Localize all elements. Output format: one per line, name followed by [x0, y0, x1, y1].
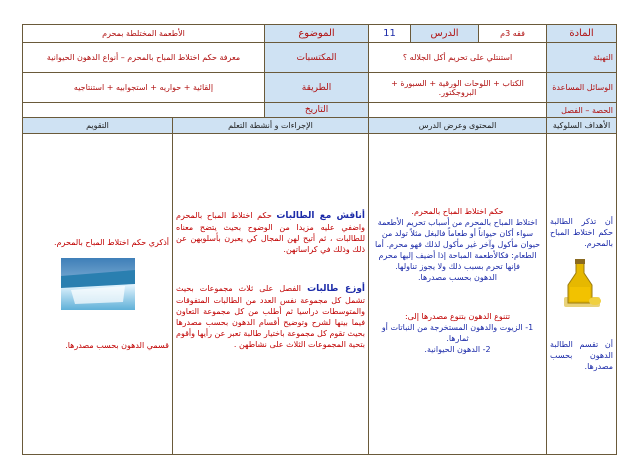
intro-label: التهيئة — [547, 43, 617, 73]
content-1-title: حكم اختلاط المباح بالمحرم. — [411, 206, 504, 216]
evaluation-1: أذكري حكم اختلاط المباح بالمحرم. — [54, 238, 170, 247]
content-cell — [369, 134, 547, 455]
header-content: المحتوى وعرض الدرس — [369, 118, 547, 134]
header-procedures: الإجراءات و أنشطة التعلم — [173, 118, 369, 134]
lesson-label: الدرس — [411, 25, 479, 43]
procedure-block-2 — [176, 283, 365, 350]
evaluation-2: قسمي الدهون بحسب مصدرها. — [65, 341, 170, 350]
header-evaluation: التقويم — [23, 118, 173, 134]
oil-bottle-image — [562, 257, 602, 309]
topic-value: الأطعمة المختلطة بمحرم — [23, 25, 265, 43]
row-subject — [23, 25, 617, 43]
lesson-number: 11 — [369, 25, 411, 43]
evaluation-cell — [23, 134, 173, 455]
content-2-title: تتنوع الدهون بتنوع مصدرها إلى: — [404, 311, 511, 321]
content-2-item-2: 2- الدهون الحيوانية. — [424, 344, 491, 354]
objective-2: أن تقسم الطالبة الدهون بحسب مصدرها. — [550, 340, 614, 371]
period-value — [369, 103, 547, 118]
method-label: الطريقة — [265, 73, 369, 103]
topic-label: الموضوع — [265, 25, 369, 43]
lesson-plan-table — [22, 24, 617, 455]
content-2-item-1: 1- الزيوت والدهون المستخرجة من النباتات أو ثمارها. — [381, 322, 534, 343]
procedure-1-body: حكم اختلاط المباح بالمحرم واضفي عليه مزيدا من الوضوح بحيث يتضح معناه للطالبات ، ثم أتيح لهن المجال كي يعبرن بأسلوبهن عن ذلك وذلك في كراساتهن. — [176, 211, 366, 254]
outcomes-label: المكتسبات — [265, 43, 369, 73]
period-label: الحصة – الفصل — [547, 103, 617, 118]
date-label: التاريخ — [265, 103, 369, 118]
row-period — [23, 103, 617, 118]
procedure-block-1 — [176, 210, 365, 255]
procedure-2-head: أوزع طالبات — [307, 284, 366, 294]
header-objectives: الأهداف السلوكية — [547, 118, 617, 134]
row-intro — [23, 43, 617, 73]
date-value — [23, 103, 265, 118]
content-block-1 — [372, 206, 543, 283]
objective-1: أن تذكر الطالبة حكم اختلاط المباح بالمحرم. — [550, 217, 614, 248]
method-value: إلقائية + حواريه + استجوابيه + استنتاجيه — [23, 73, 265, 103]
waterfall-image — [61, 258, 135, 310]
subject-value: فقه 3م — [479, 25, 547, 43]
procedures-cell — [173, 134, 369, 455]
aids-value: الكتاب + اللوحات الورقية + السبورة + البروجكتور. — [369, 73, 547, 103]
content-1-tail: الدهون بحسب مصدرها. — [417, 272, 498, 282]
objectives-cell — [547, 134, 617, 455]
intro-value: استنتلي على تحريم أكل الجلاله ؟ — [369, 43, 547, 73]
outcomes-value: معرفة حكم اختلاط المباح بالمحرم – أنواع الدهون الحيوانية — [23, 43, 265, 73]
row-headers — [23, 118, 617, 134]
subject-label: المادة — [547, 25, 617, 43]
aids-label: الوسائل المساعدة — [547, 73, 617, 103]
row-aids — [23, 73, 617, 103]
procedure-2-body: الفصل على ثلاث مجموعات بحيث تشمل كل مجموعة نفس العدد من الطالبات المتفوقات والمتوسطات دراسيا ثم أطلب من كل مجموعة التعاون فيما بينها لشرح وتوضيح أقسام الدهون بحسب مصدرها بحيث تقوم كل مجموعة باختيار طالبة تعبر عن رأيها وأقوم بتحية المجموعات الثلاث على نشاطهن . — [176, 284, 366, 349]
row-body — [23, 134, 617, 455]
procedure-1-head: أناقش مع الطالبات — [276, 211, 365, 221]
content-block-2 — [372, 311, 543, 355]
content-1-body: اختلاط المباح بالمحرم من أسباب تحريم الأطعمة سواء أكان حيواناً أو طعاماً فالبغل مثلاً تولد من حيوان مأكول وآخر غير مأكول لذلك فهو محرم. أما الطعام: فكالأطعمة المباحة إذا أضيف إليها محرم فإنها تحرم بسبب ذلك ولا يجوز تناولها. — [374, 217, 541, 271]
